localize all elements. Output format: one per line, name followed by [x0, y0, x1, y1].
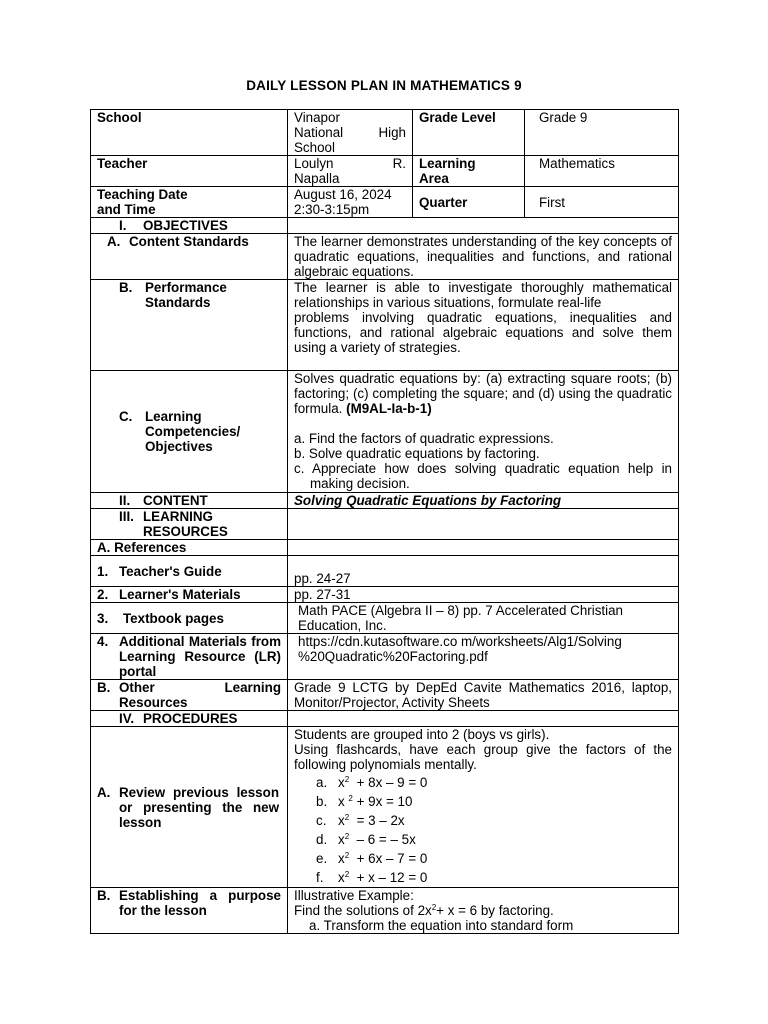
resources-heading-empty	[288, 509, 679, 540]
polynomial-item: a. $x^2 + 8x - 9 = 0$	[316, 775, 428, 790]
teachers-guide-row	[91, 556, 679, 587]
area-value: Mathematics	[525, 156, 679, 187]
polynomial-item: c. $x^2 = 3 - 2x$	[316, 813, 405, 828]
references-row	[91, 540, 679, 556]
content-row	[91, 493, 679, 509]
date-label: Teaching Date and Time	[91, 187, 288, 218]
lesson-plan-table	[90, 109, 679, 934]
objectives-heading-empty	[288, 218, 679, 234]
polynomial-item: e. $x^2 + 6x - 7 = 0$	[316, 851, 428, 866]
polynomial-item: d. $x^2 - 6$ = – 5x	[316, 832, 416, 847]
procedures-heading-row	[91, 711, 679, 727]
other-resources-label: B. Other Learning Resources	[91, 680, 288, 711]
school-row	[91, 110, 679, 156]
quarter-value: First	[525, 187, 679, 218]
teacher-label: Teacher	[91, 156, 288, 187]
performance-standards-row	[91, 280, 679, 371]
content-standards-label: A. Content Standards	[91, 234, 288, 280]
objective-a: a. Find the factors of quadratic expressions.	[294, 431, 554, 446]
polynomial-item: f. $x^2 + x - 12 = 0$	[316, 870, 428, 885]
learners-materials-row	[91, 587, 679, 603]
textbook-value: Math PACE (Algebra II – 8) pp. 7 Accelerated Christian Education, Inc.	[288, 603, 679, 634]
area-label: Learning Area	[413, 156, 525, 187]
textbook-row	[91, 603, 679, 634]
content-value: Solving Quadratic Equations by Factoring	[288, 493, 679, 509]
date-row	[91, 187, 679, 218]
teachers-guide-label: 1. Teacher's Guide	[91, 556, 288, 587]
resources-heading-row	[91, 509, 679, 540]
objectives-heading-row	[91, 218, 679, 234]
date-value: August 16, 2024 2:30-3:15pm	[288, 187, 413, 218]
school-value: Vinapor National High School	[288, 110, 413, 156]
objectives-heading: I. OBJECTIVES	[91, 218, 288, 234]
references-empty	[288, 540, 679, 556]
school-label: School	[91, 110, 288, 156]
purpose-row	[91, 888, 679, 934]
procedures-heading: IV. PROCEDURES	[91, 711, 288, 727]
content-standards-row	[91, 234, 679, 280]
learners-materials-value: pp. 27-31	[288, 587, 679, 603]
purpose-text: Illustrative Example: Find the solutions of $2x^2+ x = 6$ by factoring. a. Transform the equation into standard form	[288, 888, 679, 934]
additional-materials-value: https://cdn.kutasoftware.co m/worksheets/Alg1/Solving %20Quadratic%20Factoring.pdf	[288, 634, 679, 680]
textbook-label: 3. Textbook pages	[91, 603, 288, 634]
purpose-label: B. Establishing a purpose for the lesson	[91, 888, 288, 934]
other-resources-row	[91, 680, 679, 711]
competencies-text: Solves quadratic equations by: (a) extracting square roots; (b) factoring; (c) completing the square; and (d) using the quadratic formula. (M9AL-Ia-b-1) a. Find the factors of quadratic expressions. b. Solve quadratic equations by factoring. c. Appreciate how does solving quadratic equation help in making decision.	[288, 371, 679, 493]
teacher-value: Loulyn R. Napalla	[288, 156, 413, 187]
polynomial-list	[294, 773, 672, 887]
review-text: Students are grouped into 2 (boys vs girls). Using flashcards, have each group give the factors of the following polynomials mentally. a. $x^2 + 8x - 9 = 0$ b. x $^2$ + 9x = 10 c. $x^2 = 3 - 2x$ d. $x^2 - 6$ = – 5x e. $x^2 + 6x - 7 = 0$ f. $x^2 + x - 12 = 0$	[288, 727, 679, 888]
grade-label: Grade Level	[413, 110, 525, 156]
objective-c: c. Appreciate how does solving quadratic equation help in making decision.	[294, 461, 672, 491]
other-resources-value: Grade 9 LCTG by DepEd Cavite Mathematics 2016, laptop, Monitor/Projector, Activity Sheets	[288, 680, 679, 711]
competencies-row	[91, 371, 679, 493]
additional-materials-row	[91, 634, 679, 680]
resources-heading: III. LEARNING RESOURCES	[91, 509, 288, 540]
review-row	[91, 727, 679, 888]
review-label: A. Review previous lesson or presenting the new lesson	[91, 727, 288, 888]
references-label: A. References	[91, 540, 288, 556]
competencies-label: C. Learning Competencies/ Objectives	[91, 371, 288, 493]
objective-b: b. Solve quadratic equations by factoring.	[294, 446, 540, 461]
performance-standards-label: B. Performance Standards	[91, 280, 288, 371]
page-title: DAILY LESSON PLAN IN MATHEMATICS 9	[246, 78, 522, 93]
additional-materials-label: 4. Additional Materials from Learning Resource (LR) portal	[91, 634, 288, 680]
content-heading: II. CONTENT	[91, 493, 288, 509]
learners-materials-label: 2. Learner's Materials	[91, 587, 288, 603]
performance-standards-text: The learner is able to investigate thoroughly mathematical relationships in various situations, formulate real-life problems involving quadratic equations, inequalities and functions, and rational algebraic equations and solve them using a variety of strategies.	[288, 280, 679, 371]
content-standards-text: The learner demonstrates understanding of the key concepts of quadratic equations, inequalities and functions, and rational algebraic equations.	[288, 234, 679, 280]
teachers-guide-value: pp. 24-27	[288, 556, 679, 587]
teacher-row	[91, 156, 679, 187]
procedures-heading-empty	[288, 711, 679, 727]
quarter-label: Quarter	[413, 187, 525, 218]
grade-value: Grade 9	[525, 110, 679, 156]
polynomial-item: b. x $^2$ + 9x = 10	[316, 794, 413, 809]
